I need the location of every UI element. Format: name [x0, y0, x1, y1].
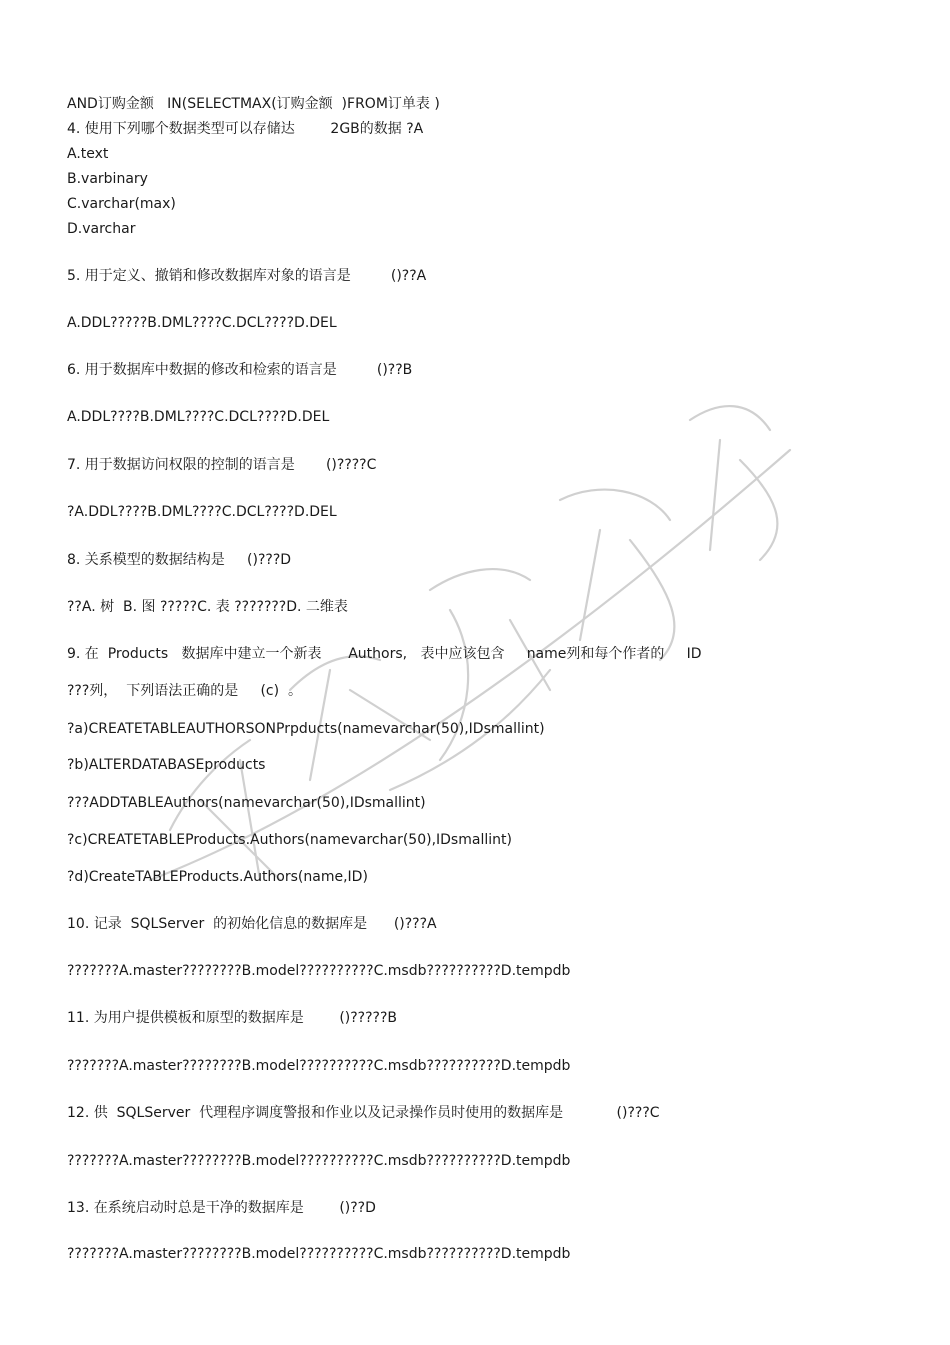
option-line: ?d)CreateTABLEProducts.Authors(name,ID) [67, 869, 368, 885]
option-line: ?b)ALTERDATABASEproducts [67, 757, 266, 773]
option-line: ???????A.master????????B.model??????????C.msdb??????????D.tempdb [67, 1058, 571, 1074]
watermark-text: 精品学习资料 [130, 348, 214, 364]
option-line: ?a)CREATETABLEAUTHORSONPrpducts(namevarchar(50),IDsmallint) [67, 721, 545, 737]
option-line: A.text [67, 146, 109, 162]
option-line: A.DDL????B.DML????C.DCL????D.DEL [67, 409, 330, 425]
option-line: ?c)CREATETABLEProducts.Authors(namevarchar(50),IDsmallint) [67, 832, 512, 848]
question-9: 9. 在 Products 数据库中建立一个新表 Authors, 表中应该包含 name列和每个作者的 ID [67, 646, 702, 662]
question-13: 13. 在系统启动时总是干净的数据库是 ()??D [67, 1200, 376, 1216]
option-line: B.varbinary [67, 171, 148, 187]
option-line: D.varchar [67, 221, 136, 237]
option-line: ??A. 树 B. 图 ?????C. 表 ???????D. 二维表 [67, 599, 348, 615]
question-8: 8. 关系模型的数据结构是 ()???D [67, 552, 292, 568]
question-11: 11. 为用户提供模板和原型的数据库是 ()?????B [67, 1010, 397, 1026]
question-6: 6. 用于数据库中数据的修改和检索的语言是 ()??B [67, 362, 413, 378]
question-12: 12. 供 SQLServer 代理程序调度警报和作业以及记录操作员时使用的数据库是 ()???C [67, 1105, 660, 1121]
question-5: 5. 用于定义、撤销和修改数据库对象的语言是 ()??A [67, 268, 427, 284]
question-4: 4. 使用下列哪个数据类型可以存储达 2GB的数据 ?A [67, 121, 424, 137]
option-line: ?A.DDL????B.DML????C.DCL????D.DEL [67, 504, 337, 520]
option-line: C.varchar(max) [67, 196, 176, 212]
option-line: ???ADDTABLEAuthors(namevarchar(50),IDsmallint) [67, 795, 426, 811]
question-7: 7. 用于数据访问权限的控制的语言是 ()????C [67, 457, 377, 473]
question-10: 10. 记录 SQLServer 的初始化信息的数据库是 ()???A [67, 916, 437, 932]
option-line: ???????A.master????????B.model??????????C.msdb??????????D.tempdb [67, 963, 571, 979]
text-line: AND订购金额 IN(SELECTMAX(订购金额 )FROM订单表 ) [67, 96, 440, 112]
option-line: ???????A.master????????B.model??????????C.msdb??????????D.tempdb [67, 1246, 571, 1262]
option-line: ???????A.master????????B.model??????????C.msdb??????????D.tempdb [67, 1153, 571, 1169]
option-line: A.DDL?????B.DML????C.DCL????D.DEL [67, 315, 337, 331]
question-9-cont: ???列， 下列语法正确的是 (c) 。 [67, 683, 302, 699]
